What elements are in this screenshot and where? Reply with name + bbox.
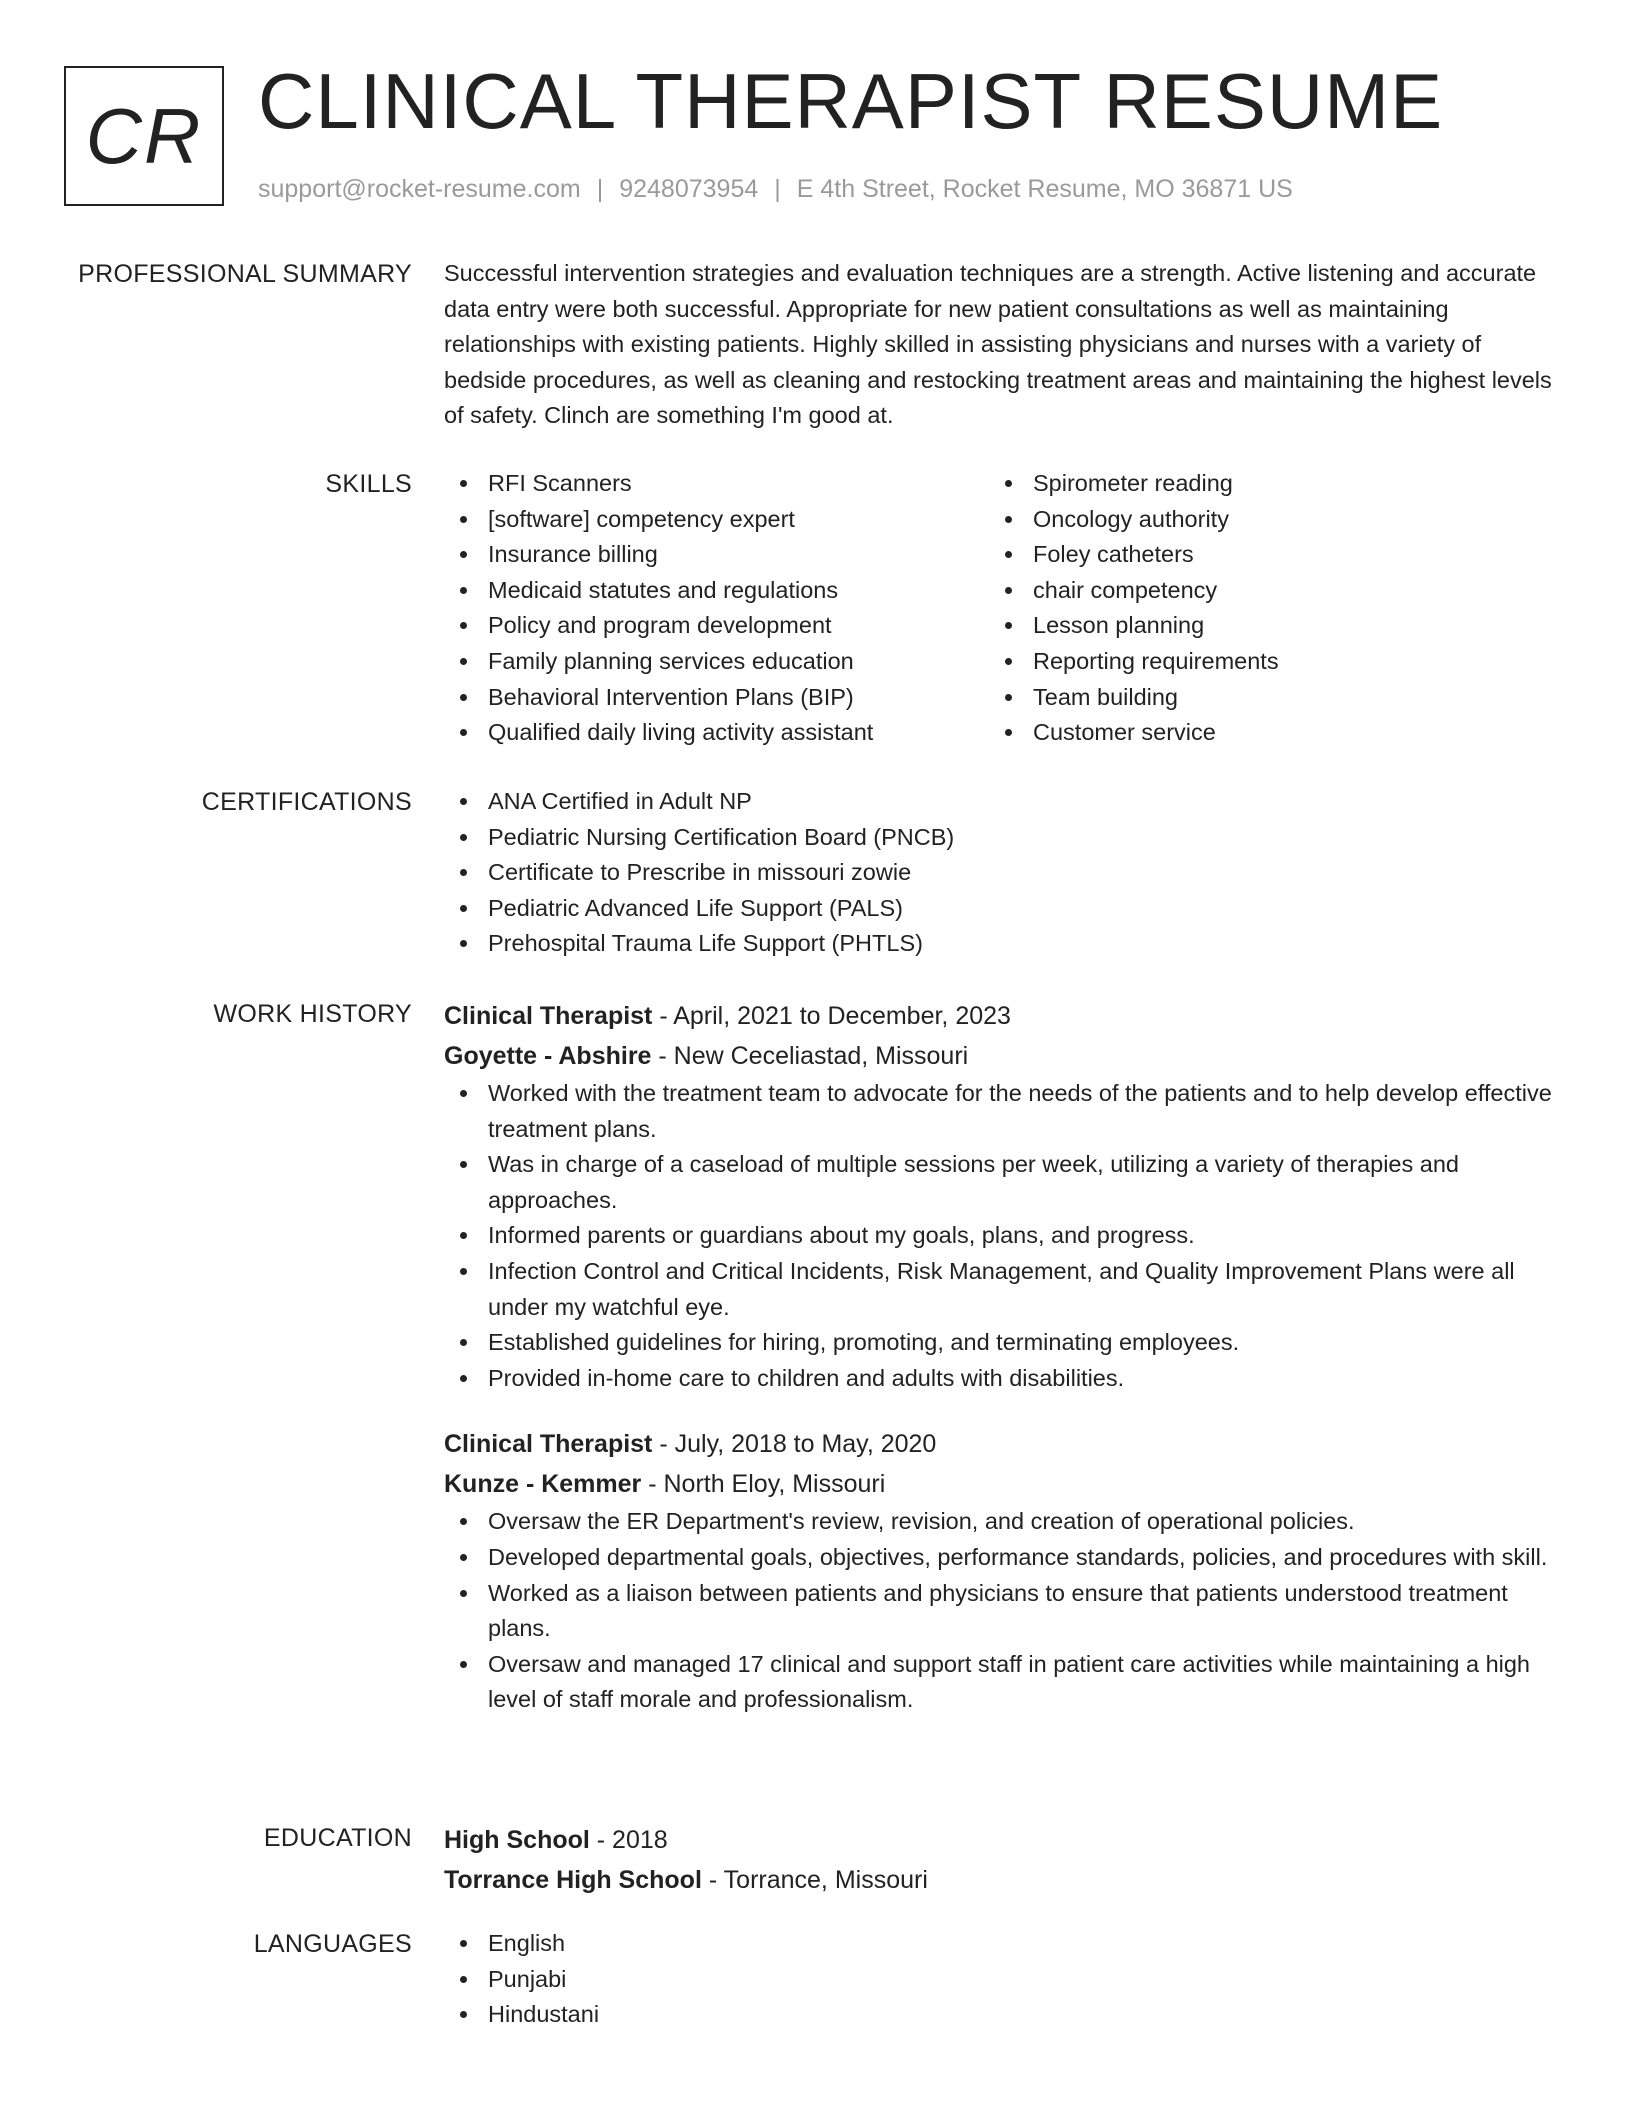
school-location: - Torrance, Missouri — [701, 1866, 928, 1894]
list-item: Worked as a liaison between patients and physicians to ensure that patients understood treatment plans. — [444, 1576, 1560, 1647]
monogram-initials: CR — [85, 91, 203, 180]
list-item: Reporting requirements — [989, 644, 1534, 680]
list-item: Spirometer reading — [989, 466, 1534, 502]
degree-name: High School — [444, 1826, 590, 1854]
languages-list — [444, 1926, 1556, 2033]
job-bullets — [444, 1504, 1560, 1718]
job-entry — [444, 1424, 1560, 1718]
job-title-line — [444, 1424, 1560, 1464]
list-item: Punjabi — [444, 1962, 1556, 1998]
list-item: Behavioral Intervention Plans (BIP) — [444, 680, 989, 716]
work-history-heading: WORK HISTORY — [213, 1000, 412, 1028]
list-item: Oversaw and managed 17 clinical and support staff in patient care activities while maintaining a high level of staff morale and professionalism. — [444, 1647, 1560, 1718]
summary-text: Successful intervention strategies and evaluation techniques are a strength. Active listening and accurate data entry were both successful. Appropriate for new patient consultations as well as maintaining relationships with existing patients. Highly skilled in assisting physicians and nurses with a variety of bedside procedures, as well as cleaning and restocking treatment areas and maintaining the highest levels of safety. Clinch are something I'm good at. — [444, 260, 1552, 429]
list-item: Certificate to Prescribe in missouri zowie — [444, 855, 1556, 891]
summary-heading: PROFESSIONAL SUMMARY — [78, 260, 412, 288]
employer-location: - North Eloy, Missouri — [641, 1470, 886, 1499]
contact-email[interactable]: support@rocket-resume.com — [258, 175, 581, 203]
contact-separator: | — [596, 175, 604, 203]
list-item: Informed parents or guardians about my goals, plans, and progress. — [444, 1218, 1560, 1254]
list-item: Provided in-home care to children and adults with disabilities. — [444, 1361, 1560, 1397]
monogram-box — [64, 66, 224, 206]
list-item: Pediatric Advanced Life Support (PALS) — [444, 891, 1556, 927]
list-item: RFI Scanners — [444, 466, 989, 502]
certifications-list — [444, 784, 1556, 962]
list-item: Foley catheters — [989, 537, 1534, 573]
employer-name: Goyette - Abshire — [444, 1042, 652, 1070]
list-item: ANA Certified in Adult NP — [444, 784, 1556, 820]
job-dates: - April, 2021 to December, 2023 — [652, 1002, 1011, 1030]
education-heading: EDUCATION — [263, 1824, 412, 1852]
skills-content — [444, 466, 1556, 751]
degree-line — [444, 1820, 1556, 1860]
list-item: Infection Control and Critical Incidents, Risk Management, and Quality Improvement Plans were all under my watchful eye. — [444, 1254, 1560, 1325]
degree-year: - 2018 — [589, 1826, 668, 1854]
job-entry — [444, 996, 1560, 1396]
list-item: Insurance billing — [444, 537, 989, 573]
skills-heading: SKILLS — [325, 470, 412, 498]
job-title: Clinical Therapist — [444, 1002, 653, 1030]
list-item: Medicaid statutes and regulations — [444, 573, 989, 609]
skills-list-right — [989, 466, 1534, 751]
contact-address: E 4th Street, Rocket Resume, MO 36871 US — [796, 175, 1293, 203]
summary-content — [444, 256, 1562, 434]
list-item: Pediatric Nursing Certification Board (PNCB) — [444, 820, 1556, 856]
work-history-content — [444, 996, 1560, 1718]
list-item: Family planning services education — [444, 644, 989, 680]
skills-list-left — [444, 466, 989, 751]
list-item: Developed departmental goals, objectives, performance standards, policies, and procedures with skill. — [444, 1540, 1560, 1576]
job-title: Clinical Therapist — [444, 1430, 653, 1459]
list-item: Oncology authority — [989, 502, 1534, 538]
job-title-line — [444, 996, 1560, 1036]
list-item: Was in charge of a caseload of multiple sessions per week, utilizing a variety of therapies and approaches. — [444, 1147, 1560, 1218]
languages-heading: LANGUAGES — [253, 1930, 412, 1958]
school-name: Torrance High School — [444, 1866, 702, 1894]
list-item: Policy and program development — [444, 608, 989, 644]
list-item: Prehospital Trauma Life Support (PHTLS) — [444, 926, 1556, 962]
employer-line — [444, 1464, 1560, 1504]
list-item: Worked with the treatment team to advocate for the needs of the patients and to help develop effective treatment plans. — [444, 1076, 1560, 1147]
resume-title: CLINICAL THERAPIST RESUME — [258, 57, 1444, 145]
certifications-heading: CERTIFICATIONS — [201, 788, 412, 816]
languages-content — [444, 1926, 1556, 2033]
employer-line — [444, 1036, 1560, 1076]
list-item: Oversaw the ER Department's review, revision, and creation of operational policies. — [444, 1504, 1560, 1540]
list-item: Qualified daily living activity assistant — [444, 715, 989, 751]
contact-line — [258, 174, 1293, 204]
school-line — [444, 1860, 1556, 1900]
list-item: Lesson planning — [989, 608, 1534, 644]
list-item: Established guidelines for hiring, promoting, and terminating employees. — [444, 1325, 1560, 1361]
job-dates: - July, 2018 to May, 2020 — [652, 1430, 937, 1459]
contact-phone[interactable]: 9248073954 — [619, 175, 759, 203]
contact-separator: | — [774, 175, 781, 203]
education-content — [444, 1820, 1556, 1900]
certifications-content — [444, 784, 1556, 962]
employer-location: - New Ceceliastad, Missouri — [651, 1042, 969, 1070]
list-item: chair competency — [989, 573, 1534, 609]
list-item: [software] competency expert — [444, 502, 989, 538]
list-item: Team building — [989, 680, 1534, 716]
list-item: Customer service — [989, 715, 1534, 751]
list-item: English — [444, 1926, 1556, 1962]
employer-name: Kunze - Kemmer — [444, 1470, 642, 1499]
list-item: Hindustani — [444, 1997, 1556, 2033]
job-bullets — [444, 1076, 1560, 1396]
